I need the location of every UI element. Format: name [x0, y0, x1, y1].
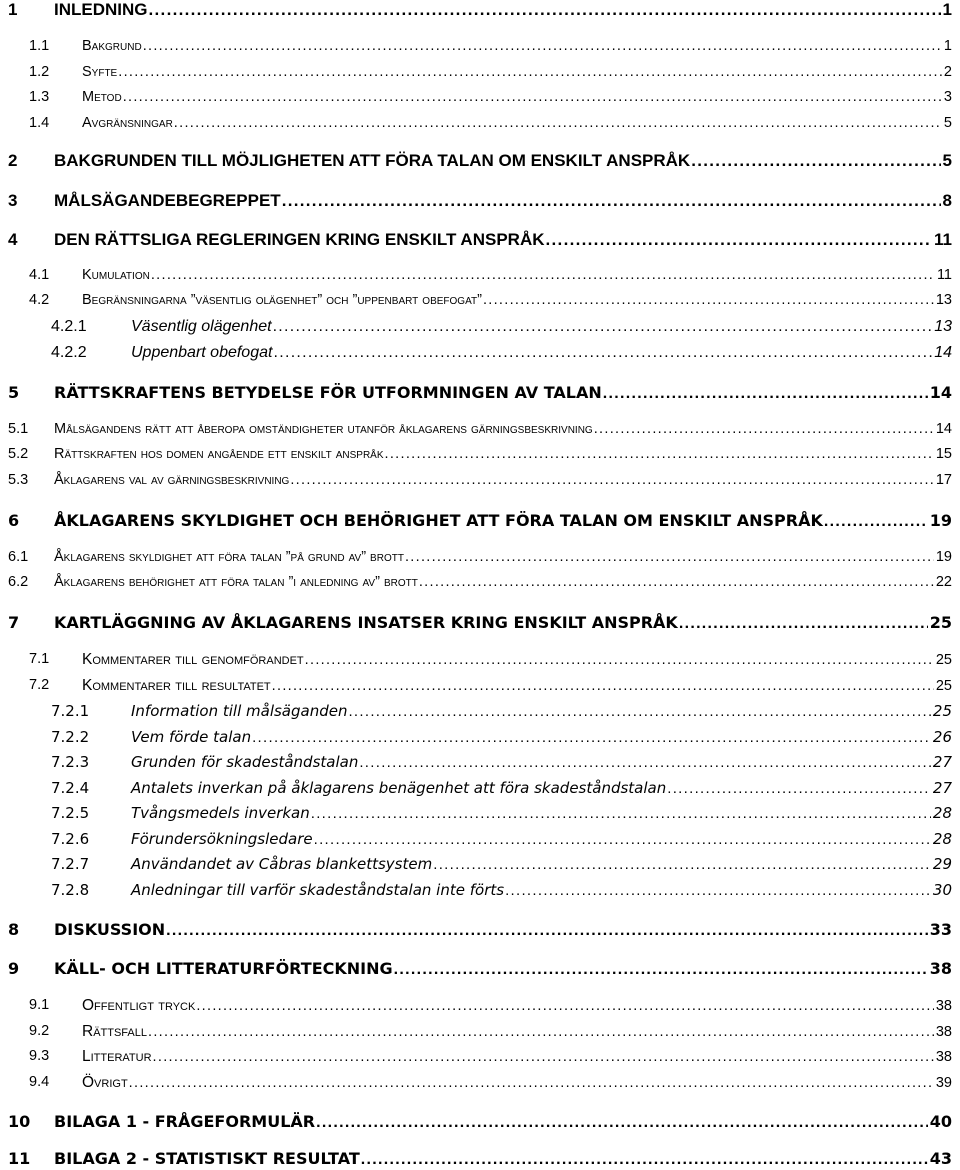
toc-entry-page-number: 38 — [929, 959, 952, 978]
toc-entry[interactable] — [0, 651, 952, 669]
toc-entry-page-number: 29 — [932, 855, 952, 873]
toc-entry[interactable] — [0, 318, 952, 336]
toc-entry-page-number: 25 — [929, 613, 952, 632]
toc-entry[interactable] — [0, 446, 952, 462]
toc-entry[interactable] — [0, 855, 952, 873]
toc-entry-number: 4.2 — [29, 292, 50, 308]
toc-entry[interactable] — [0, 344, 952, 362]
dot-leader — [505, 882, 931, 899]
toc-entry-number: 4.2.1 — [51, 318, 87, 335]
toc-entry[interactable] — [0, 38, 952, 54]
toc-entry[interactable] — [0, 472, 952, 488]
toc-entry[interactable] — [0, 292, 952, 308]
dot-leader — [153, 1049, 934, 1065]
toc-entry[interactable] — [0, 1048, 952, 1066]
toc-entry-title: Vem förde talan — [131, 728, 252, 746]
dot-leader — [594, 421, 934, 437]
toc-entry-number: 5.1 — [8, 421, 29, 437]
toc-entry-page-number: 25 — [935, 678, 952, 694]
toc-entry[interactable] — [0, 267, 952, 283]
dot-leader — [359, 754, 931, 771]
toc-entry-number: 7.2.7 — [51, 855, 90, 873]
toc-entry-title: Övrigt — [82, 1074, 128, 1091]
toc-entry[interactable] — [0, 383, 952, 403]
toc-entry-page-number: 38 — [935, 1024, 952, 1040]
toc-entry-page-number: 38 — [935, 998, 952, 1014]
dot-leader — [174, 115, 942, 131]
toc-entry-page-number: 39 — [935, 1075, 952, 1091]
toc-entry-page-number: 15 — [935, 446, 952, 462]
toc-entry[interactable] — [0, 779, 952, 797]
toc-entry-number: 7.2.8 — [51, 881, 90, 899]
toc-entry-number: 1.3 — [29, 89, 50, 105]
dot-leader — [385, 446, 934, 462]
toc-entry-page-number: 11 — [934, 230, 952, 249]
toc-entry-title: Målsägandens rätt att åberopa omständigheter utanför åklagarens gärningsbeskrivning — [54, 421, 593, 437]
toc-entry-page-number: 25 — [932, 702, 952, 720]
toc-entry[interactable] — [0, 151, 952, 171]
toc-entry-title: ÅKLAGARENS SKYLDIGHET OCH BEHÖRIGHET ATT FÖRA TALAN OM ENSKILT ANSPRÅK — [54, 511, 823, 530]
toc-entry[interactable] — [0, 1074, 952, 1092]
toc-entry-title: Metod — [82, 89, 122, 105]
toc-entry-title: Rättsfall — [82, 1023, 147, 1040]
toc-entry-title: MÅLSÄGANDEBEGREPPET — [54, 191, 281, 210]
toc-entry-number: 6.1 — [8, 549, 29, 565]
toc-entry-title: Offentligt tryck — [82, 997, 196, 1014]
toc-entry[interactable] — [0, 89, 952, 105]
toc-entry-title: Begränsningarna ”väsentlig olägenhet” och ”uppenbart obefogat” — [82, 292, 482, 308]
toc-entry-number: 5.3 — [8, 472, 29, 488]
toc-entry-number: 2 — [8, 151, 18, 170]
toc-entry-number: 5.2 — [8, 446, 29, 462]
toc-entry-page-number: 40 — [929, 1112, 952, 1131]
toc-entry-number: 4.1 — [29, 267, 50, 283]
toc-entry-page-number: 5 — [942, 151, 952, 170]
toc-entry-title: Litteratur — [82, 1048, 152, 1065]
toc-entry-number: 7.2.2 — [51, 728, 90, 746]
toc-entry-number: 10 — [8, 1112, 31, 1131]
dot-leader — [667, 780, 931, 797]
dot-leader — [273, 318, 933, 336]
toc-entry-page-number: 19 — [929, 511, 952, 530]
dot-leader — [824, 513, 928, 531]
dot-leader — [118, 64, 942, 80]
toc-entry-title: Information till målsäganden — [131, 702, 348, 720]
toc-entry-page-number: 22 — [935, 574, 952, 590]
toc-entry-number: 7.2.3 — [51, 753, 90, 771]
toc-entry-page-number: 14 — [934, 344, 952, 361]
toc-entry-page-number: 8 — [942, 191, 952, 210]
toc-entry[interactable] — [0, 1149, 952, 1169]
toc-entry-title: RÄTTSKRAFTENS BETYDELSE FÖR UTFORMNINGEN AV TALAN — [54, 383, 602, 402]
toc-entry-title: Uppenbart obefogat — [131, 344, 273, 361]
toc-entry[interactable] — [0, 0, 952, 20]
toc-entry-number: 9.1 — [29, 997, 50, 1013]
toc-entry-page-number: 28 — [932, 804, 952, 822]
dot-leader — [316, 1114, 928, 1132]
dot-leader — [314, 831, 931, 848]
toc-entry-number: 6.2 — [8, 574, 29, 590]
toc-entry-number: 7.2.6 — [51, 830, 90, 848]
toc-entry-title: KARTLÄGGNING AV ÅKLAGARENS INSATSER KRING ENSKILT ANSPRÅK — [54, 613, 678, 632]
toc-entry-number: 7.2.4 — [51, 779, 90, 797]
toc-entry-title: Förundersökningsledare — [131, 830, 313, 848]
toc-entry[interactable] — [0, 830, 952, 848]
dot-leader — [419, 574, 934, 590]
toc-entry-page-number: 13 — [934, 318, 952, 335]
dot-leader — [129, 1075, 934, 1091]
toc-entry-page-number: 30 — [932, 881, 952, 899]
toc-entry-number: 9.2 — [29, 1023, 50, 1039]
toc-entry[interactable] — [0, 728, 952, 746]
dot-leader — [361, 1151, 928, 1169]
toc-entry-page-number: 13 — [935, 292, 952, 308]
toc-entry-number: 3 — [8, 191, 18, 210]
dot-leader — [166, 922, 928, 940]
toc-entry-number: 9.4 — [29, 1074, 50, 1090]
toc-entry-page-number: 28 — [932, 830, 952, 848]
dot-leader — [483, 292, 934, 308]
dot-leader — [123, 89, 942, 105]
toc-entry[interactable] — [0, 64, 952, 80]
toc-entry-page-number: 27 — [932, 753, 952, 771]
toc-entry[interactable] — [0, 549, 952, 565]
toc-entry-title: Väsentlig olägenhet — [131, 318, 272, 335]
toc-entry-page-number: 19 — [935, 549, 952, 565]
toc-entry[interactable] — [0, 1112, 952, 1132]
toc-entry-number: 1 — [8, 0, 18, 19]
toc-entry-page-number: 27 — [932, 779, 952, 797]
dot-leader — [603, 385, 928, 403]
toc-entry-title: DEN RÄTTSLIGA REGLERINGEN KRING ENSKILT ANSPRÅK — [54, 230, 545, 249]
toc-entry[interactable] — [0, 191, 952, 211]
dot-leader — [272, 678, 934, 694]
dot-leader — [433, 856, 931, 873]
dot-leader — [273, 344, 932, 362]
toc-entry[interactable] — [0, 959, 952, 979]
toc-entry[interactable] — [0, 511, 952, 531]
toc-entry-number: 8 — [8, 920, 20, 939]
toc-entry-title: Kommentarer till genomförandet — [82, 651, 304, 668]
toc-entry-page-number: 2 — [943, 64, 952, 80]
toc-entry-title: BAKGRUNDEN TILL MÖJLIGHETEN ATT FÖRA TALAN OM ENSKILT ANSPRÅK — [54, 151, 691, 170]
toc-entry-page-number: 26 — [932, 728, 952, 746]
toc-entry[interactable] — [0, 230, 952, 250]
dot-leader — [252, 729, 931, 746]
toc-entry[interactable] — [0, 702, 952, 720]
toc-entry-title: DISKUSSION — [54, 920, 166, 939]
dot-leader — [691, 151, 940, 171]
toc-entry-page-number: 33 — [929, 920, 952, 939]
toc-entry-number: 4.2.2 — [51, 344, 87, 361]
dot-leader — [679, 615, 928, 633]
toc-entry-page-number: 1 — [942, 0, 952, 19]
toc-entry-number: 1.2 — [29, 64, 50, 80]
toc-entry-title: Användandet av Cåbras blankettsystem — [131, 855, 433, 873]
toc-entry-title: Åklagarens skyldighet att föra talan ”på grund av” brott — [54, 549, 404, 565]
dot-leader — [290, 472, 934, 488]
toc-entry-number: 6 — [8, 511, 20, 530]
toc-entry-title: Åklagarens val av gärningsbeskrivning — [54, 472, 290, 488]
dot-leader — [348, 703, 930, 720]
toc-entry[interactable] — [0, 1023, 952, 1041]
toc-entry-number: 7.2 — [29, 677, 50, 693]
toc-entry[interactable] — [0, 920, 952, 940]
dot-leader — [149, 0, 941, 20]
toc-entry-title: BILAGA 2 - STATISTISKT RESULTAT — [54, 1149, 360, 1168]
toc-entry-number: 7.1 — [29, 651, 50, 667]
dot-leader — [148, 1024, 934, 1040]
dot-leader — [282, 191, 941, 211]
toc-entry-page-number: 25 — [935, 652, 952, 668]
dot-leader — [196, 998, 934, 1014]
toc-entry[interactable] — [0, 881, 952, 899]
toc-entry-title: BILAGA 1 - FRÅGEFORMULÄR — [54, 1112, 316, 1131]
dot-leader — [546, 230, 933, 250]
dot-leader — [394, 961, 928, 979]
toc-entry[interactable] — [0, 574, 952, 590]
toc-entry[interactable] — [0, 753, 952, 771]
toc-entry-title: Kumulation — [82, 267, 150, 283]
toc-entry-page-number: 1 — [943, 38, 952, 54]
toc-entry[interactable] — [0, 421, 952, 437]
dot-leader — [143, 38, 942, 54]
toc-entry-page-number: 43 — [929, 1149, 952, 1168]
toc-entry-number: 4 — [8, 230, 18, 249]
toc-entry-number: 7.2.1 — [51, 702, 90, 720]
toc-entry-number: 1.4 — [29, 115, 50, 131]
toc-entry-number: 7.2.5 — [51, 804, 90, 822]
toc-entry-page-number: 38 — [935, 1049, 952, 1065]
toc-entry-number: 7 — [8, 613, 20, 632]
toc-entry-number: 9.3 — [29, 1048, 50, 1064]
toc-entry-title: Åklagarens behörighet att föra talan ”i anledning av” brott — [54, 574, 418, 590]
toc-entry-title: KÄLL- OCH LITTERATURFÖRTECKNING — [54, 959, 393, 978]
toc-entry-title: Bakgrund — [82, 38, 142, 54]
toc-entry[interactable] — [0, 115, 952, 131]
toc-entry-title: Avgränsningar — [82, 115, 173, 131]
toc-entry[interactable] — [0, 997, 952, 1015]
dot-leader — [311, 805, 931, 822]
dot-leader — [151, 267, 935, 283]
toc-entry-title: Grunden för skadeståndstalan — [131, 753, 359, 771]
toc-entry-page-number: 11 — [936, 267, 952, 283]
toc-entry-title: INLEDNING — [54, 0, 148, 19]
toc-entry-number: 1.1 — [29, 38, 50, 54]
toc-entry[interactable] — [0, 804, 952, 822]
toc-entry-title: Syfte — [82, 64, 118, 80]
toc-entry[interactable] — [0, 613, 952, 633]
toc-entry-title: Tvångsmedels inverkan — [131, 804, 310, 822]
toc-entry-title: Antalets inverkan på åklagarens benägenhet att föra skadeståndstalan — [131, 779, 667, 797]
toc-entry[interactable] — [0, 677, 952, 695]
dot-leader — [405, 549, 934, 565]
toc-entry-page-number: 3 — [943, 89, 952, 105]
toc-entry-title: Rättskraften hos domen angående ett enskilt anspråk — [54, 446, 384, 462]
toc-entry-page-number: 14 — [929, 383, 952, 402]
toc-entry-title: Anledningar till varför skadeståndstalan inte förts — [131, 881, 505, 899]
toc-entry-page-number: 5 — [943, 115, 952, 131]
toc-entry-number: 11 — [8, 1149, 31, 1168]
toc-entry-number: 5 — [8, 383, 20, 402]
dot-leader — [305, 652, 934, 668]
toc-entry-number: 9 — [8, 959, 20, 978]
toc-entry-title: Kommentarer till resultatet — [82, 677, 271, 694]
toc-entry-page-number: 14 — [935, 421, 952, 437]
toc-entry-page-number: 17 — [935, 472, 952, 488]
